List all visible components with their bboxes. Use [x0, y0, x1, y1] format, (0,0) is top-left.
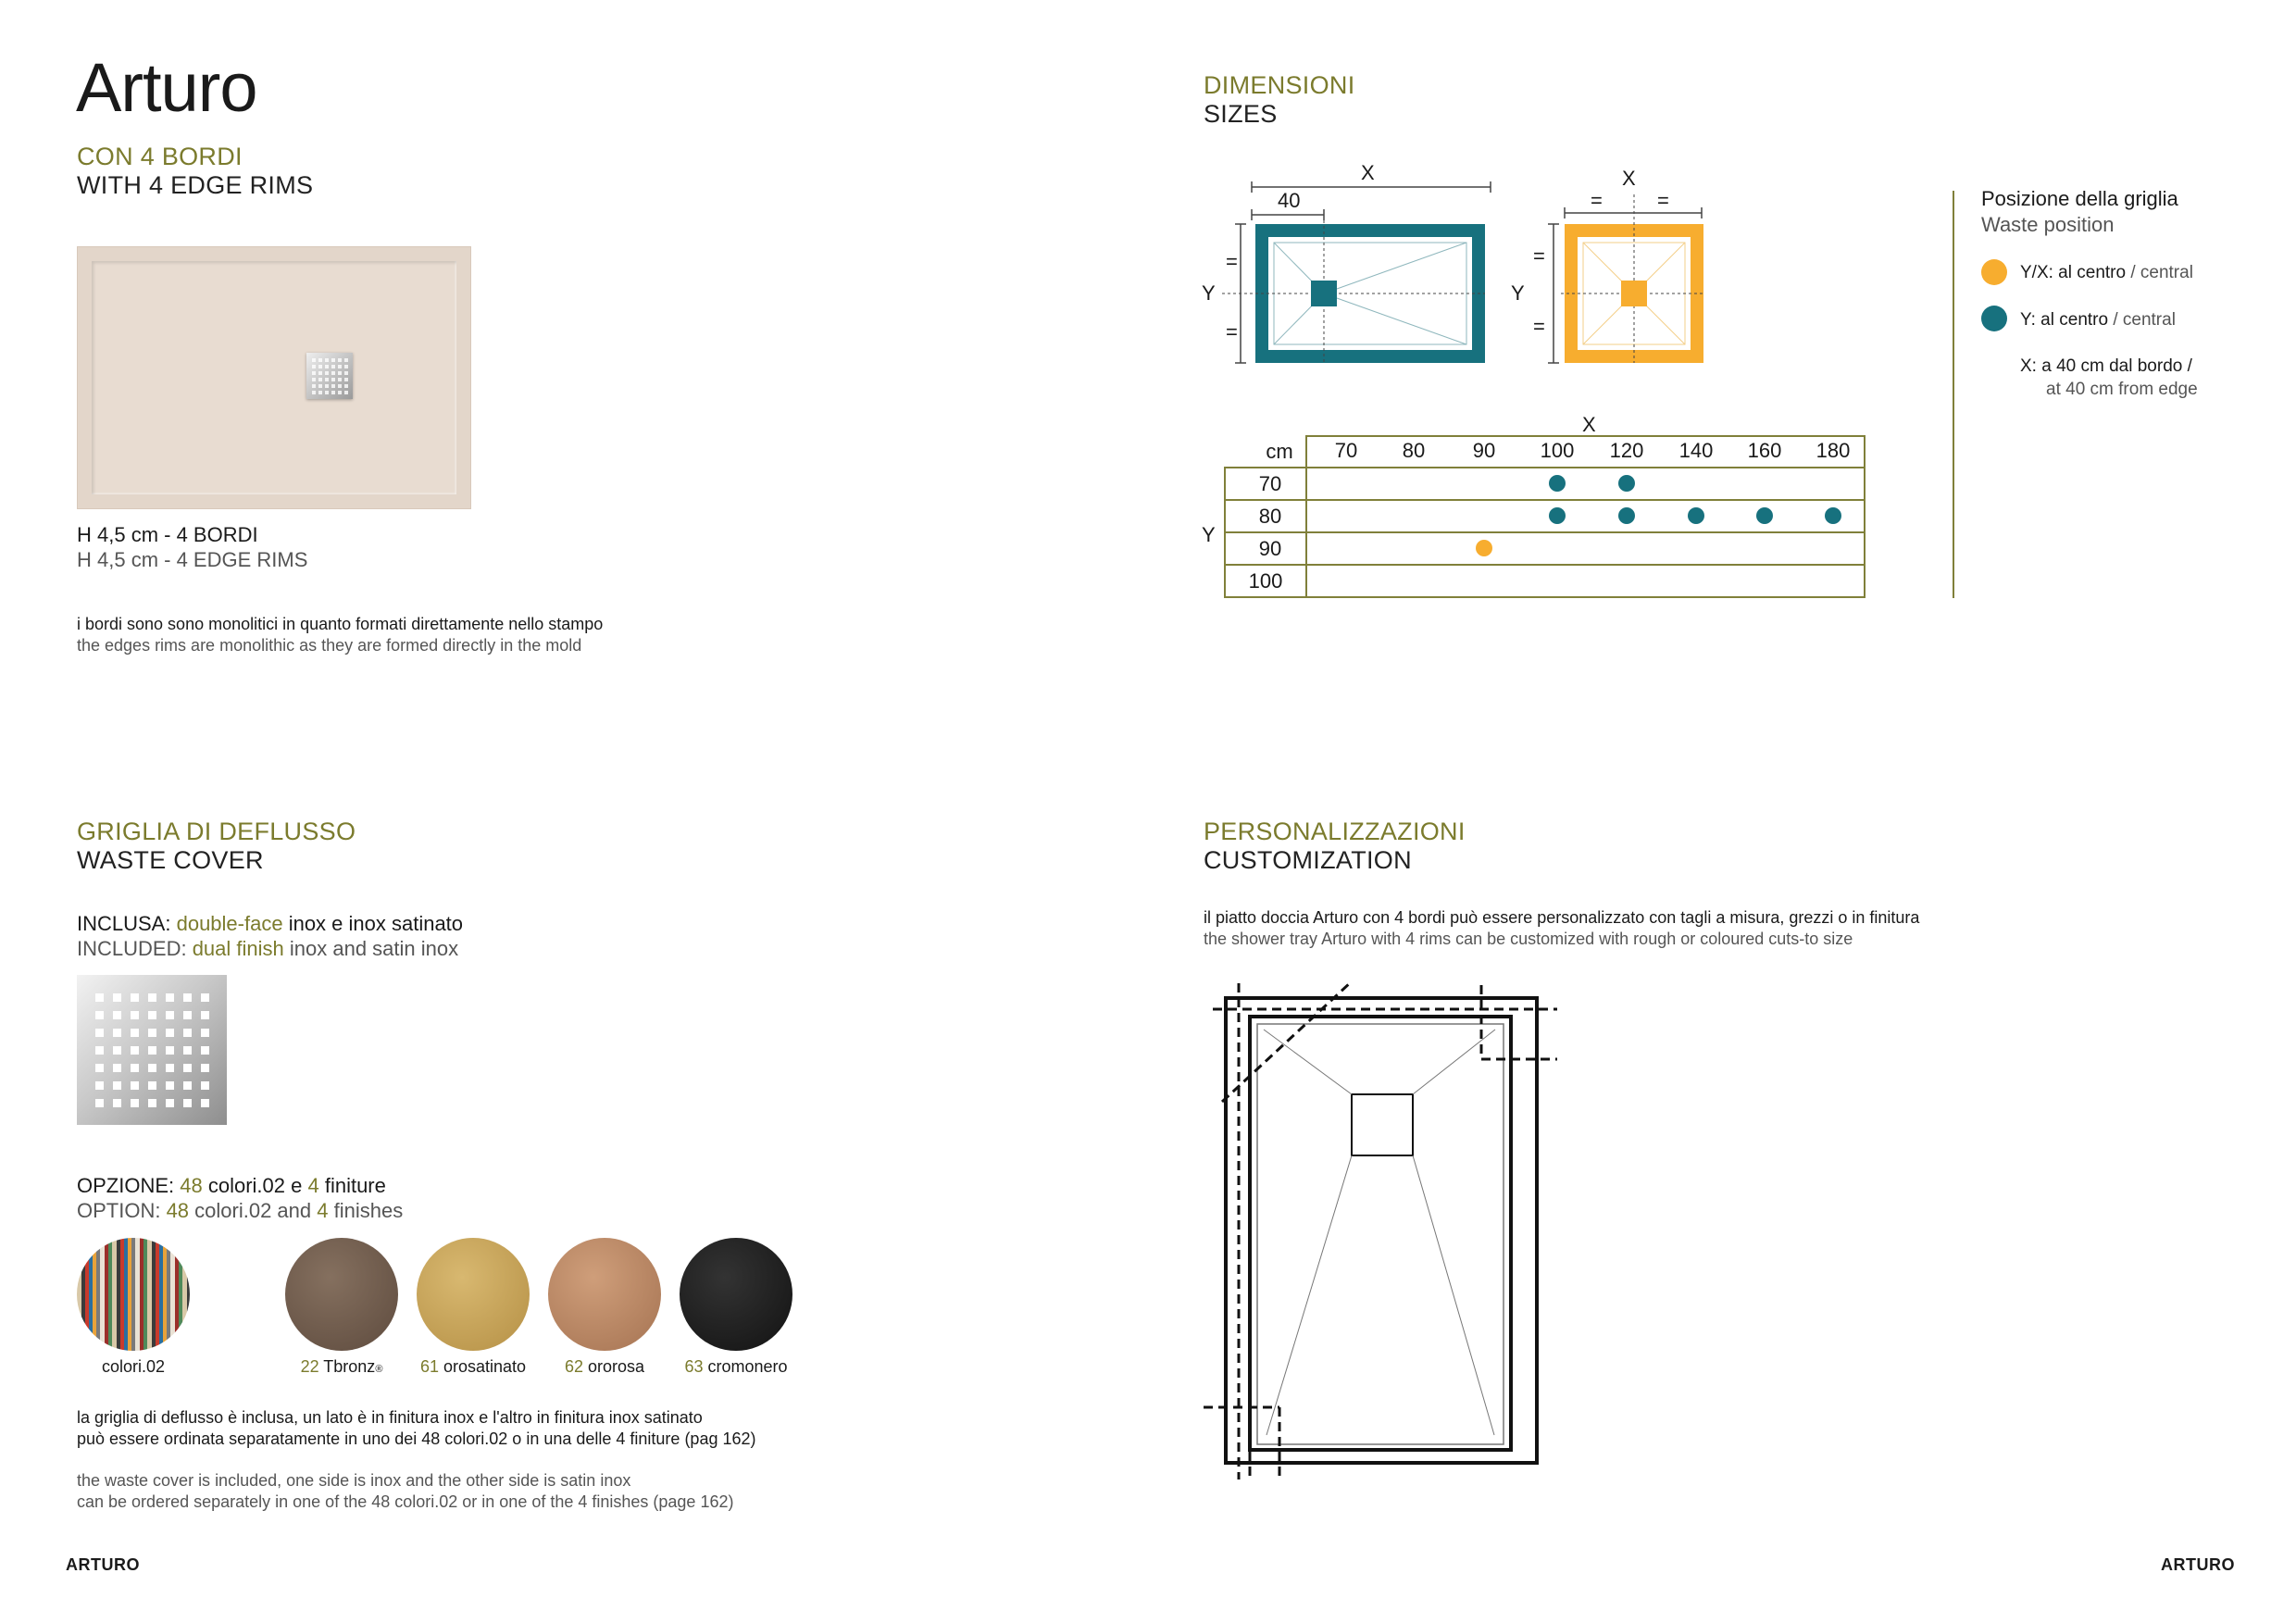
swatch-label-cromonero — [653, 1357, 819, 1377]
diagram1-40-label: 40 — [1278, 189, 1301, 212]
rims-note-it: i bordi sono sono monolitici in quanto formati direttamente nello stampo — [77, 615, 604, 633]
section-heading-edge-rims-en: WITH 4 EDGE RIMS — [77, 171, 314, 199]
included-accent: double-face — [176, 912, 283, 935]
diagram2-x-label: X — [1622, 167, 1636, 190]
table-col-90: 90 — [1472, 439, 1496, 462]
swatch-colori02 — [77, 1238, 190, 1351]
grate-hole — [183, 1029, 192, 1037]
drain-hole — [312, 384, 316, 388]
shower-tray-image — [77, 246, 471, 509]
table-corner-label: cm — [1266, 440, 1293, 463]
waste-position-dot — [1825, 507, 1841, 524]
grate-hole — [148, 1099, 156, 1107]
option-n1-en: 48 — [166, 1199, 190, 1222]
drain-hole — [325, 358, 329, 362]
diagram2-eq-top: = — [1533, 244, 1545, 268]
product-title: Arturo — [76, 49, 257, 126]
included-line-en — [77, 937, 458, 961]
table-border-right — [1864, 435, 1866, 598]
waste-position-dot — [1549, 507, 1566, 524]
grate-hole — [113, 1099, 121, 1107]
swatch-code: 62 — [564, 1357, 583, 1376]
grate-hole — [201, 1081, 209, 1090]
grate-hole — [183, 1064, 192, 1072]
drain-hole — [312, 391, 316, 394]
grate-hole — [131, 1099, 139, 1107]
grate-hole — [166, 1029, 174, 1037]
legend-it: a 40 cm dal bordo / — [2036, 356, 2192, 376]
grate-hole — [201, 1064, 209, 1072]
option-mid: colori.02 e — [202, 1174, 308, 1197]
waste-cover-image — [77, 975, 227, 1125]
diagram1-eq-top: = — [1226, 250, 1238, 273]
legend-it: al centro — [2035, 310, 2109, 330]
tray-inner-surface — [92, 261, 456, 494]
legend-en: / central — [2108, 310, 2176, 330]
option-prefix-en: OPTION: — [77, 1199, 167, 1222]
grate-hole — [95, 1081, 104, 1090]
swatch-code: 63 — [684, 1357, 704, 1376]
grate-hole — [113, 1064, 121, 1072]
section-heading-customization-en: CUSTOMIZATION — [1204, 846, 1412, 874]
legend-en: / central — [2126, 263, 2193, 282]
height-spec-it: H 4,5 cm - 4 BORDI — [77, 523, 258, 546]
diagram2-eq-bottom: = — [1533, 315, 1545, 338]
drain-hole — [325, 378, 329, 381]
drain-hole — [338, 391, 342, 394]
grate-hole — [201, 1029, 209, 1037]
table-row-100: 100 — [1248, 569, 1283, 593]
grate-hole — [113, 1029, 121, 1037]
grate-hole — [95, 1064, 104, 1072]
included-accent-en: dual finish — [192, 937, 284, 960]
grate-hole — [113, 1046, 121, 1055]
table-y-label: Y — [1202, 523, 1216, 546]
option-mid-en: colori.02 and — [189, 1199, 318, 1222]
grate-hole — [148, 1029, 156, 1037]
included-line-it — [77, 912, 463, 936]
table-col-70: 70 — [1334, 439, 1358, 462]
legend-key: Y/X: — [2020, 263, 2053, 282]
drain-hole — [344, 365, 348, 368]
drain-hole — [331, 378, 335, 381]
grate-hole — [183, 1081, 192, 1090]
drain-hole — [338, 365, 342, 368]
grate-hole — [95, 993, 104, 1002]
table-border-bottom — [1224, 596, 1866, 598]
swatch-orosatinato — [417, 1238, 530, 1351]
waste-note-en-2: can be ordered separately in one of the 48 colori.02 or in one of the 4 finishes (page 162) — [77, 1492, 734, 1511]
legend-divider — [1953, 191, 1954, 598]
drain-hole — [312, 365, 316, 368]
grate-hole — [166, 1064, 174, 1072]
included-rest-en: inox and satin inox — [283, 937, 459, 960]
drain-hole — [312, 358, 316, 362]
grate-hole — [201, 1011, 209, 1019]
grate-hole — [148, 1081, 156, 1090]
grate-hole — [201, 1046, 209, 1055]
table-row-80: 80 — [1258, 505, 1282, 528]
diagram1-y-label: Y — [1202, 281, 1216, 305]
option-n2: 4 — [307, 1174, 319, 1197]
swatch-cromonero — [680, 1238, 792, 1351]
table-col-160: 160 — [1747, 439, 1782, 462]
grate-hole — [183, 993, 192, 1002]
drain-hole — [331, 391, 335, 394]
drain-hole — [344, 358, 348, 362]
legend-item-2 — [2020, 309, 2176, 331]
table-col-180: 180 — [1816, 439, 1851, 462]
option-n1: 48 — [180, 1174, 203, 1197]
drain-grate-icon — [306, 353, 353, 399]
drain-hole — [338, 371, 342, 375]
section-heading-waste-cover-it: GRIGLIA DI DEFLUSSO — [77, 818, 356, 845]
waste-position-dot — [1618, 507, 1635, 524]
dimension-diagrams — [1194, 157, 1713, 380]
drain-hole — [318, 378, 322, 381]
waste-position-dot — [1476, 540, 1492, 556]
drain-hole — [331, 358, 335, 362]
option-line-it — [77, 1174, 386, 1198]
grate-hole — [166, 1046, 174, 1055]
waste-note-en-1: the waste cover is included, one side is inox and the other side is satin inox — [77, 1471, 631, 1490]
table-row-90: 90 — [1258, 537, 1282, 560]
table-col-80: 80 — [1402, 439, 1426, 462]
legend-it: al centro — [2053, 263, 2127, 282]
included-prefix-en: INCLUDED: — [77, 937, 193, 960]
drain-hole — [331, 384, 335, 388]
tray-diagram-x40 — [1222, 181, 1491, 363]
swatch-tbronz — [285, 1238, 398, 1351]
grate-hole — [131, 1064, 139, 1072]
waste-note-it-1: la griglia di deflusso è inclusa, un lato è in finitura inox e l'altro in finitura inox satinato — [77, 1408, 703, 1427]
grate-hole — [113, 1081, 121, 1090]
table-x-label: X — [1582, 413, 1596, 436]
swatch-name: colori.02 — [101, 1357, 166, 1376]
table-border-header — [1224, 467, 1866, 468]
grate-hole — [95, 1029, 104, 1037]
legend-item-3 — [2020, 356, 2192, 377]
grate-hole — [201, 1099, 209, 1107]
grate-hole — [131, 1046, 139, 1055]
grate-hole — [131, 993, 139, 1002]
option-rest: finiture — [318, 1174, 386, 1197]
diagram2-eq-right: = — [1657, 189, 1669, 212]
drain-hole — [331, 371, 335, 375]
drain-hole — [338, 378, 342, 381]
grate-hole — [183, 1046, 192, 1055]
option-prefix: OPZIONE: — [77, 1174, 181, 1197]
swatch-name: cromonero — [707, 1357, 788, 1376]
customization-note-en: the shower tray Arturo with 4 rims can be customized with rough or coloured cuts-to size — [1204, 930, 1853, 948]
grate-hole — [148, 1011, 156, 1019]
drain-hole — [331, 365, 335, 368]
drain-hole — [318, 358, 322, 362]
legend-central-y-dot — [1981, 306, 2007, 331]
grate-hole — [131, 1029, 139, 1037]
grate-hole — [95, 1011, 104, 1019]
grate-holes-icon — [77, 975, 227, 1125]
drain-hole — [318, 365, 322, 368]
swatch-code: 22 — [300, 1357, 319, 1376]
swatch-name: orosatinato — [443, 1357, 527, 1376]
waste-position-dot — [1618, 475, 1635, 492]
grate-hole — [131, 1011, 139, 1019]
table-border-row1 — [1224, 499, 1866, 501]
legend-central-both-dot — [1981, 259, 2007, 285]
diagram1-x-label: X — [1361, 161, 1375, 184]
swatch-name: Tbronz — [323, 1357, 376, 1376]
section-heading-sizes-en: SIZES — [1204, 100, 1278, 128]
section-heading-waste-cover-en: WASTE COVER — [77, 846, 264, 874]
drain-hole — [325, 391, 329, 394]
grate-hole — [113, 1011, 121, 1019]
drain-hole — [312, 371, 316, 375]
waste-position-dot — [1688, 507, 1704, 524]
diagram2-eq-left: = — [1591, 189, 1603, 212]
drain-hole — [318, 384, 322, 388]
waste-note-it-2: può essere ordinata separatamente in uno dei 48 colori.02 o in una delle 4 finiture (pag 162) — [77, 1429, 756, 1448]
grate-hole — [95, 1046, 104, 1055]
waste-position-dot — [1756, 507, 1773, 524]
swatch-code: 61 — [419, 1357, 439, 1376]
customization-note-it: il piatto doccia Arturo con 4 bordi può essere personalizzato con tagli a misura, grezzi o in finitura — [1204, 908, 1920, 927]
legend-key: Y: — [2020, 310, 2036, 330]
included-rest: inox e inox satinato — [282, 912, 464, 935]
grate-hole — [148, 1046, 156, 1055]
drain-hole — [344, 378, 348, 381]
grate-hole — [131, 1081, 139, 1090]
footer-left: ARTURO — [66, 1555, 140, 1574]
table-row-70: 70 — [1258, 472, 1282, 495]
drain-hole — [344, 384, 348, 388]
swatch-label-colori02 — [50, 1357, 217, 1377]
drain-hole — [344, 371, 348, 375]
drain-hole — [318, 391, 322, 394]
drain-hole — [338, 384, 342, 388]
grate-hole — [166, 1011, 174, 1019]
grate-hole — [148, 993, 156, 1002]
drain-hole — [325, 365, 329, 368]
drain-hole — [312, 378, 316, 381]
grate-hole — [166, 993, 174, 1002]
drain-hole — [325, 371, 329, 375]
swatch-name: ororosa — [588, 1357, 645, 1376]
option-n2-en: 4 — [317, 1199, 329, 1222]
grate-hole — [166, 1081, 174, 1090]
grate-hole — [148, 1064, 156, 1072]
grate-hole — [95, 1099, 104, 1107]
swatch-mark: ® — [375, 1364, 383, 1375]
legend-title-en: Waste position — [1981, 213, 2115, 236]
customization-cut-diagram — [1194, 972, 1583, 1491]
drain-hole — [338, 358, 342, 362]
included-prefix: INCLUSA: — [77, 912, 177, 935]
option-line-en — [77, 1199, 403, 1223]
grate-hole — [166, 1099, 174, 1107]
diagram2-y-label: Y — [1511, 281, 1525, 305]
diagram1-eq-bottom: = — [1226, 320, 1238, 343]
option-rest-en: finishes — [328, 1199, 404, 1222]
grate-hole — [183, 1011, 192, 1019]
tray-diagram-central — [1548, 194, 1703, 363]
drain-hole — [325, 384, 329, 388]
legend-title-it: Posizione della griglia — [1981, 187, 2178, 210]
footer-right: ARTURO — [2161, 1555, 2235, 1574]
drain-hole — [344, 391, 348, 394]
table-col-140: 140 — [1678, 439, 1714, 462]
rims-note-en: the edges rims are monolithic as they are formed directly in the mold — [77, 636, 582, 655]
table-col-120: 120 — [1609, 439, 1644, 462]
sizes-table — [1224, 435, 1866, 598]
grate-hole — [113, 993, 121, 1002]
table-col-100: 100 — [1540, 439, 1575, 462]
legend-key: X: — [2020, 356, 2037, 376]
legend-item-1 — [2020, 262, 2193, 283]
section-heading-customization-it: PERSONALIZZAZIONI — [1204, 818, 1466, 845]
grate-hole — [183, 1099, 192, 1107]
table-border-row3 — [1224, 564, 1866, 566]
swatch-ororosa — [548, 1238, 661, 1351]
section-heading-edge-rims-it: CON 4 BORDI — [77, 143, 243, 170]
height-spec-en: H 4,5 cm - 4 EDGE RIMS — [77, 548, 308, 571]
legend-item-3-en: at 40 cm from edge — [2046, 380, 2198, 399]
table-border-row2 — [1224, 531, 1866, 533]
table-border-left — [1224, 467, 1226, 598]
grate-hole — [201, 993, 209, 1002]
drain-hole — [318, 371, 322, 375]
waste-position-dot — [1549, 475, 1566, 492]
section-heading-sizes-it: DIMENSIONI — [1204, 71, 1355, 99]
